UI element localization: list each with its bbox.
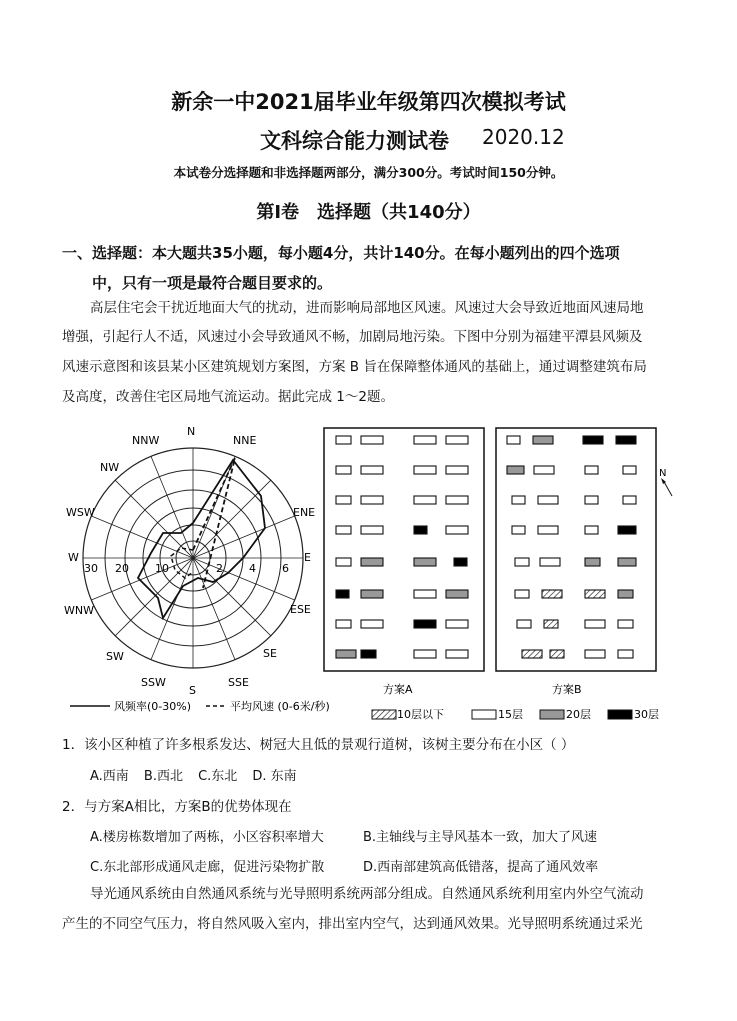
dir-ENE: ENE xyxy=(293,506,316,519)
dir-NNE: NNE xyxy=(233,434,257,447)
wind-rose xyxy=(83,448,303,668)
dir-S: S xyxy=(189,684,196,697)
section-instruction-1: 一、选择题：本大题共35小题，每小题4分，共计140分。在每小题列出的四个选项 xyxy=(62,244,620,262)
legend-freq: 风频率(0-30%) xyxy=(114,700,191,713)
question-2-stem: 2．与方案A相比，方案B的优势体现在 xyxy=(62,799,292,815)
tick-30: 30 xyxy=(84,562,98,575)
tick-10: 10 xyxy=(155,562,169,575)
legend-speed: 平均风速 (0-6米/秒) xyxy=(230,700,330,713)
question-1-options xyxy=(90,765,297,784)
exam-note: 本试卷分选择题和非选择题两部分，满分300分。考试时间150分钟。 xyxy=(173,165,564,180)
dir-E: E xyxy=(304,551,311,564)
tick-2: 2 xyxy=(216,562,223,575)
q1-option-a[interactable]: A.西南 xyxy=(90,769,129,784)
plan-b-buildings xyxy=(507,436,636,658)
passage2-line2: 产生的不同空气压力，将自然风吸入室内，排出室内空气，达到通风效果。光导照明系统通过采光 xyxy=(62,916,643,932)
passage1-line1: 高层住宅会干扰近地面大气的扰动，进而影响局部地区风速。风速过大会导致近地面风速局地 xyxy=(90,300,644,316)
plan-a-buildings xyxy=(336,436,468,658)
question-1-stem: 1．该小区种植了许多根系发达、树冠大且低的景观行道树，该树主要分布在小区（ ） xyxy=(62,737,575,753)
dir-W: W xyxy=(68,551,79,564)
legend-30: 30层 xyxy=(634,708,659,721)
exam-title: 新余一中2021届毕业年级第四次模拟考试 xyxy=(171,90,566,114)
passage2-line1: 导光通风系统由自然通风系统与光导照明系统两部分组成。自然通风系统利用室内外空气流动 xyxy=(90,886,644,902)
tick-4: 4 xyxy=(249,562,256,575)
section-title: 第Ⅰ卷 选择题（共140分） xyxy=(256,202,481,223)
passage1-line2: 增强，引起行人不适，风速过小会导致通风不畅，加剧局地污染。下图中分别为福建平潭县风频及 xyxy=(62,329,643,345)
q2-option-c[interactable]: C.东北部形成通风走廊，促进污染物扩散 xyxy=(90,860,325,875)
tick-6: 6 xyxy=(282,562,289,575)
dir-NW: NW xyxy=(100,461,120,474)
dir-SW: SW xyxy=(106,650,124,663)
tick-20: 20 xyxy=(115,562,129,575)
exam-subtitle: 文科综合能力测试卷 xyxy=(260,129,449,153)
dir-SSE: SSE xyxy=(228,676,249,689)
passage1-line3: 风速示意图和该县某小区建筑规划方案图，方案 B 旨在保障整体通风的基础上，通过调整建筑布局 xyxy=(62,359,647,375)
dir-SE: SE xyxy=(263,647,277,660)
q2-option-a[interactable]: A.楼房栋数增加了两栋，小区容积率增大 xyxy=(90,830,324,845)
dir-ESE: ESE xyxy=(290,603,311,616)
q2-option-b[interactable]: B.主轴线与主导风基本一致，加大了风速 xyxy=(363,830,598,845)
dir-WNW: WNW xyxy=(64,604,94,617)
exam-date: 2020.12 xyxy=(482,125,565,149)
plan-b-label: 方案B xyxy=(552,683,582,696)
plan-a-frame xyxy=(324,428,484,671)
passage1-line4: 及高度，改善住宅区局地气流运动。据此完成 1～2题。 xyxy=(62,389,394,405)
svg-text:N: N xyxy=(659,468,667,479)
q1-option-c[interactable]: C.东北 xyxy=(198,769,238,784)
dir-NNW: NNW xyxy=(132,434,160,447)
q1-option-d[interactable]: D. 东南 xyxy=(252,769,297,784)
dir-WSW: WSW xyxy=(66,506,95,519)
plan-b-frame xyxy=(496,428,656,671)
dir-SSW: SSW xyxy=(141,676,166,689)
q2-option-d[interactable]: D.西南部建筑高低错落，提高了通风效率 xyxy=(363,860,599,875)
plan-a-label: 方案A xyxy=(383,683,413,696)
legend-15: 15层 xyxy=(498,708,523,721)
legend-10: 10层以下 xyxy=(397,708,444,721)
north-arrow-icon xyxy=(659,468,672,496)
q1-option-b[interactable]: B.西北 xyxy=(143,769,183,784)
dir-N: N xyxy=(187,425,196,438)
figure xyxy=(60,418,680,728)
legend-20: 20层 xyxy=(566,708,591,721)
section-instruction-2: 中，只有一项是最符合题目要求的。 xyxy=(92,274,333,292)
